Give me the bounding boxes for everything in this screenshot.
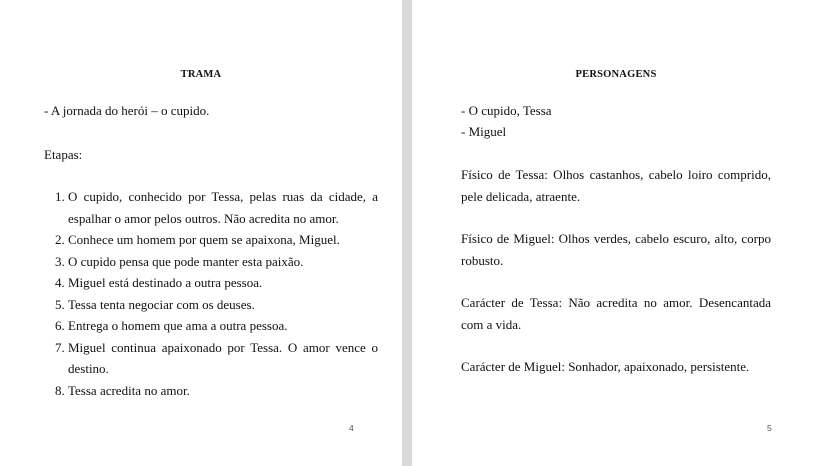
steps-list: [46, 186, 378, 401]
list-item: 5. Tessa tenta negociar com os deuses.: [68, 294, 378, 316]
list-item: 8. Tessa acredita no amor.: [68, 380, 378, 402]
character-item-tessa: - O cupido, Tessa: [461, 103, 552, 118]
list-item: 1. O cupido, conhecido por Tessa, pelas ruas da cidade, a espalhar o amor pelos outros. Não acredita no amor.: [68, 186, 378, 229]
steps-label: Etapas:: [44, 147, 83, 162]
page-number: 5: [767, 423, 772, 433]
document-page-left: [0, 0, 402, 466]
character-item-miguel: - Miguel: [461, 124, 507, 139]
physical-tessa: Físico de Tessa: Olhos castanhos, cabelo loiro comprido, pele delicada, atraente.: [461, 167, 771, 204]
physical-miguel: Físico de Miguel: Olhos verdes, cabelo escuro, alto, corpo robusto.: [461, 231, 771, 268]
page-heading-personagens: PERSONAGENS: [575, 69, 657, 80]
list-item: 7. Miguel continua apaixonado por Tessa. O amor vence o destino.: [68, 337, 378, 380]
list-item: 3. O cupido pensa que pode manter esta paixão.: [68, 251, 378, 273]
page-heading-trama: TRAMA: [180, 69, 222, 80]
character-miguel: Carácter de Miguel: Sonhador, apaixonado, persistente.: [461, 359, 750, 374]
list-item: 2. Conhece um homem por quem se apaixona, Miguel.: [68, 229, 378, 251]
character-tessa: Carácter de Tessa: Não acredita no amor. Desencantada com a vida.: [461, 295, 771, 332]
page-number: 4: [349, 423, 354, 433]
document-page-right: [412, 0, 820, 466]
list-item: 4. Miguel está destinado a outra pessoa.: [68, 272, 378, 294]
list-item: 6. Entrega o homem que ama a outra pessoa.: [68, 315, 378, 337]
intro-line: - A jornada do herói – o cupido.: [44, 103, 210, 118]
